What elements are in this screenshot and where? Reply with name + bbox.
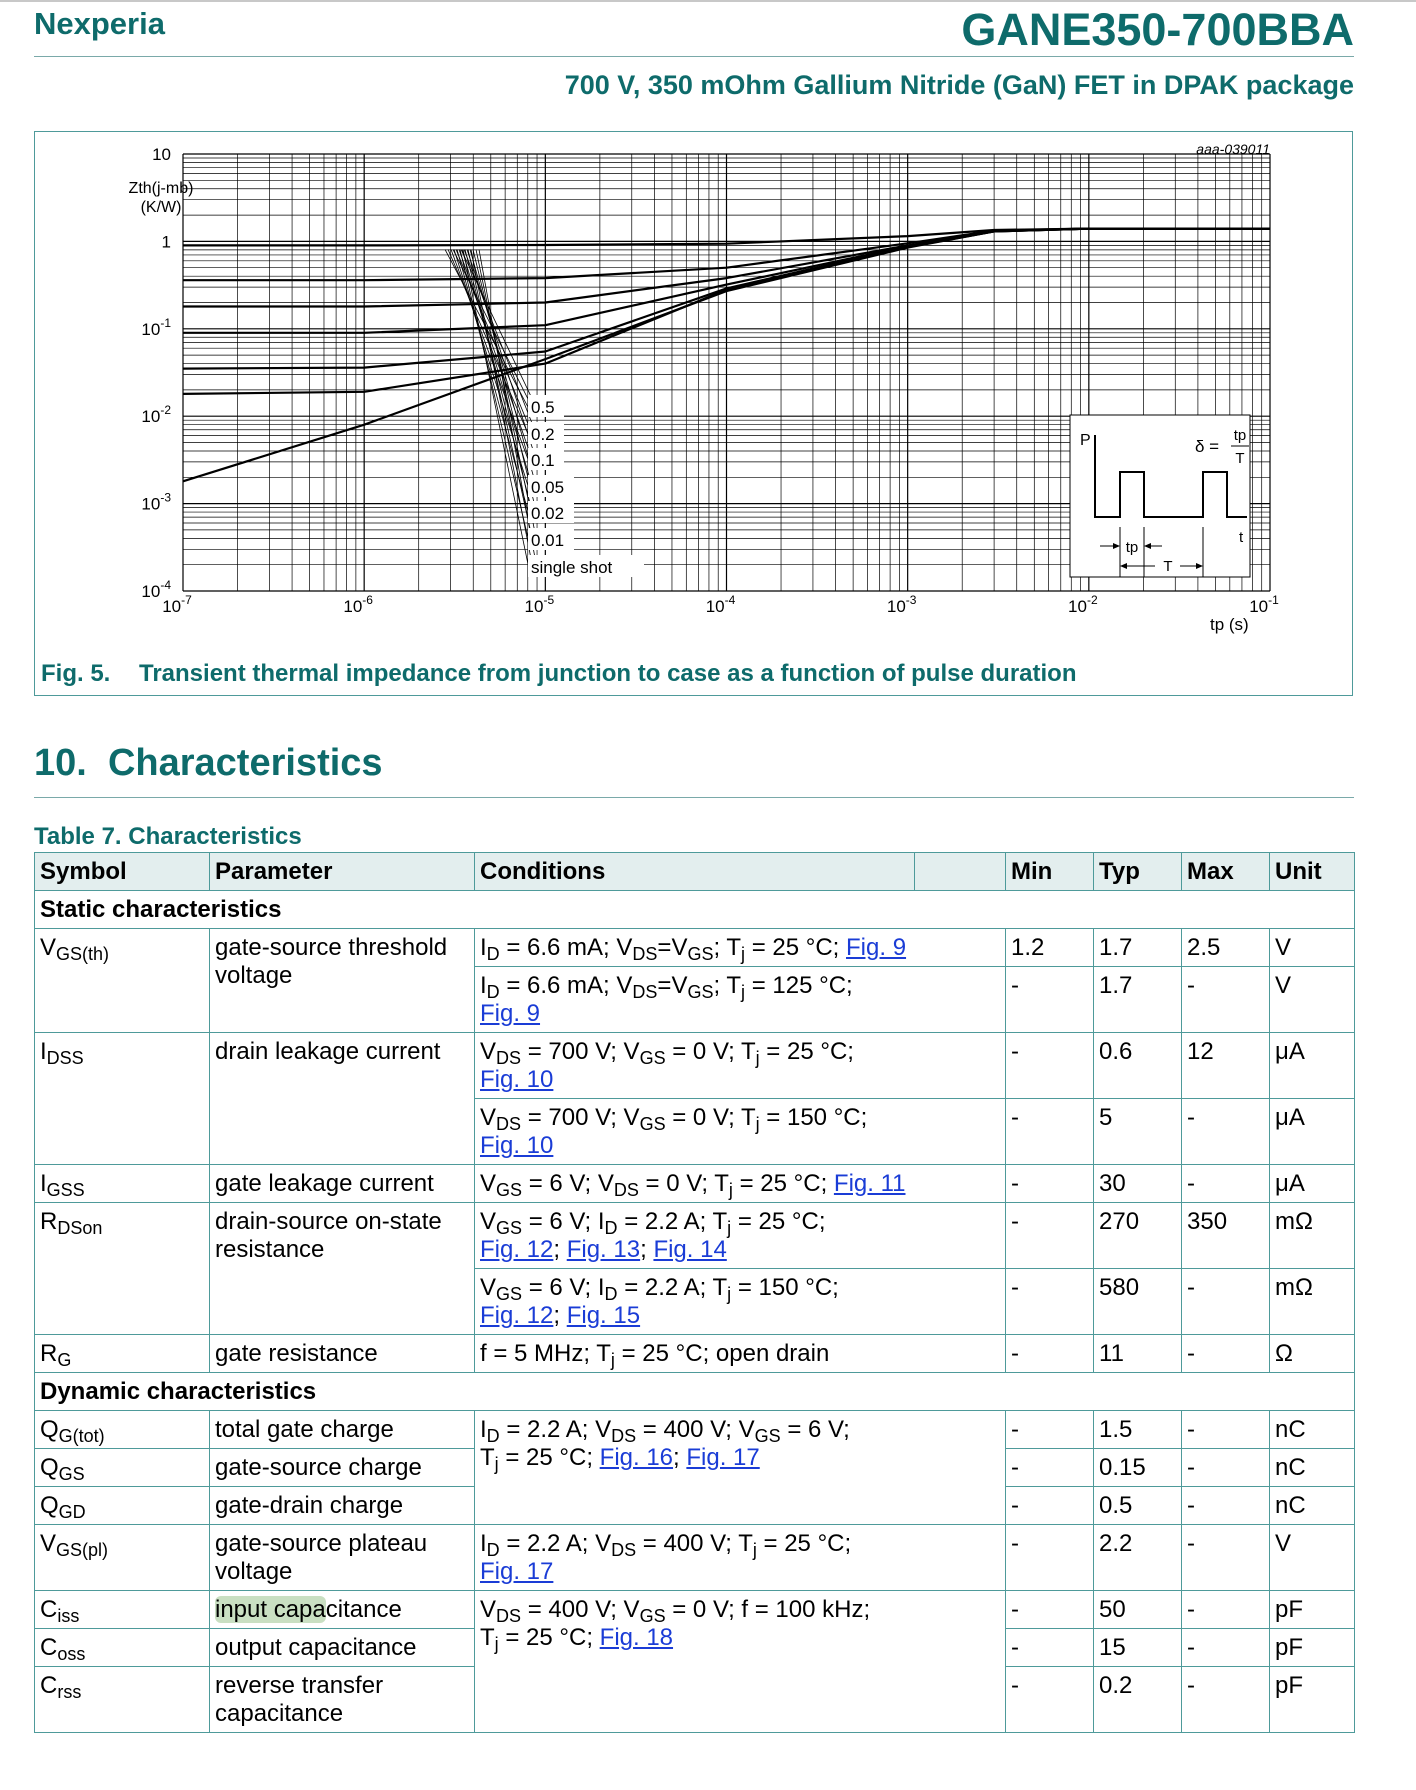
typ-cell: 0.6 (1094, 1033, 1182, 1099)
parameter-cell: gate-drain charge (210, 1487, 475, 1525)
typ-cell: 580 (1094, 1269, 1182, 1335)
table-row (35, 1525, 1355, 1591)
x-tick-label: $10^{-1}$ (1249, 593, 1279, 616)
inset-t-label: t (1239, 529, 1244, 546)
fig-9-link[interactable]: Fig. 9 (480, 1000, 541, 1027)
group-row-dynamic (35, 1373, 1355, 1411)
max-cell: - (1182, 1099, 1270, 1165)
unit-cell: V (1270, 967, 1355, 1033)
min-cell: - (1006, 1165, 1094, 1203)
leader-line (471, 249, 533, 569)
max-cell: 2.5 (1182, 929, 1270, 967)
table-row (35, 1411, 1355, 1449)
conditions-cell: $I_D = 2.2$ A; $V_{DS} = 400$ V; $V_{GS} = 6$ V; $T_j = 25$ °C; Fig. 16; Fig. 17 (475, 1411, 1006, 1525)
table-row (35, 1165, 1355, 1203)
fig-18-link[interactable]: Fig. 18 (599, 1624, 674, 1651)
typ-cell: 1.5 (1094, 1411, 1182, 1449)
symbol-cell: $Q_{G(tot)}$ (35, 1411, 210, 1449)
unit-cell: mΩ (1270, 1203, 1355, 1269)
header-rule (34, 56, 1354, 57)
parameter-cell: total gate charge (210, 1411, 475, 1449)
parameter-cell: gate-source charge (210, 1449, 475, 1487)
fig-16-link[interactable]: Fig. 16 (599, 1444, 674, 1471)
conditions-cell: $I_D = 2.2$ A; $V_{DS} = 400$ V; $T_j = 25$ °C; Fig. 17 (475, 1525, 1006, 1591)
inset-T-dim-label: T (1163, 558, 1173, 575)
y-tick-label: 10 (152, 145, 171, 164)
max-cell: - (1182, 967, 1270, 1033)
header-blank (915, 853, 1006, 891)
symbol-cell: $Q_{GD}$ (35, 1487, 210, 1525)
max-cell: - (1182, 1411, 1270, 1449)
typ-cell: 0.15 (1094, 1449, 1182, 1487)
header-conditions: Conditions (475, 853, 915, 891)
pulse-inset (1070, 415, 1250, 577)
conditions-cell: $I_D = 6.6$ mA; $V_{DS}=V_{GS}$; $T_j = 25$ °C; Fig. 9 (475, 929, 1006, 967)
figure-caption-text: Transient thermal impedance from junction to case as a function of pulse duration (139, 660, 1077, 687)
header-unit: Unit (1270, 853, 1355, 891)
table-row (35, 1203, 1355, 1269)
document-subtitle: 700 V, 350 mOhm Gallium Nitride (GaN) FET in DPAK package (564, 70, 1354, 100)
highlighted-text: input capa (215, 1596, 326, 1623)
unit-cell: μA (1270, 1165, 1355, 1203)
duty-label: 0.01 (531, 531, 565, 550)
leader-line (460, 249, 529, 542)
typ-cell: 1.7 (1094, 929, 1182, 967)
min-cell: - (1006, 1099, 1094, 1165)
inset-T-label: T (1235, 450, 1245, 467)
parameter-cell: gate leakage current (210, 1165, 475, 1203)
min-cell: 1.2 (1006, 929, 1094, 967)
unit-cell: pF (1270, 1591, 1355, 1629)
fig-13-link[interactable]: Fig. 13 (566, 1236, 641, 1263)
conditions-cell: $V_{DS} = 700$ V; $V_{GS} = 0$ V; $T_j = 25$ °C; Fig. 10 (475, 1033, 1006, 1099)
parameter-cell: input capacitance (210, 1591, 475, 1629)
table-header-row (35, 853, 1355, 891)
characteristics-table (34, 852, 1355, 1733)
y-tick-label: $10^{-1}$ (141, 315, 171, 339)
conditions-cell: $V_{GS} = 6$ V; $V_{DS} = 0$ V; $T_j = 25$ °C; Fig. 11 (475, 1165, 1006, 1203)
typ-cell: 50 (1094, 1591, 1182, 1629)
min-cell: - (1006, 1033, 1094, 1099)
header-typ: Typ (1094, 853, 1182, 891)
max-cell: 350 (1182, 1203, 1270, 1269)
typ-cell: 1.7 (1094, 967, 1182, 1033)
group-row-static (35, 891, 1355, 929)
fig-12-link[interactable]: Fig. 12 (480, 1236, 554, 1263)
section-name: Characteristics (107, 742, 383, 784)
figure-number: Fig. 5. (41, 660, 111, 687)
duty-labels (528, 395, 644, 577)
x-tick-label: $10^{-6}$ (343, 593, 373, 616)
conditions-cell: $V_{GS} = 6$ V; $I_D = 2.2$ A; $T_j = 150$ °C; Fig. 12; Fig. 15 (475, 1269, 1006, 1335)
header-min: Min (1006, 853, 1094, 891)
max-cell: - (1182, 1667, 1270, 1733)
min-cell: - (1006, 1629, 1094, 1667)
duty-label: 0.1 (531, 451, 555, 470)
min-cell: - (1006, 1487, 1094, 1525)
max-cell: - (1182, 1335, 1270, 1373)
inset-tp-label: tp (1233, 427, 1247, 444)
symbol-cell: $I_{DSS}$ (35, 1033, 210, 1165)
parameter-cell: output capacitance (210, 1629, 475, 1667)
duty-label: single shot (531, 558, 613, 577)
header-parameter: Parameter (210, 853, 475, 891)
typ-cell: 0.5 (1094, 1487, 1182, 1525)
symbol-cell: $R_{DSon}$ (35, 1203, 210, 1335)
max-cell: - (1182, 1165, 1270, 1203)
conditions-cell: $I_D = 6.6$ mA; $V_{DS}=V_{GS}$; $T_j = 125$ °C; Fig. 9 (475, 967, 1006, 1033)
max-cell: - (1182, 1269, 1270, 1335)
x-tick-label: $10^{-4}$ (705, 593, 736, 616)
x-tick-label: $10^{-2}$ (1068, 593, 1098, 616)
table-row (35, 1591, 1355, 1629)
fig-10-link[interactable]: Fig. 10 (480, 1132, 554, 1159)
min-cell: - (1006, 1449, 1094, 1487)
unit-cell: pF (1270, 1629, 1355, 1667)
header-max: Max (1182, 853, 1270, 891)
fig-9-link[interactable]: Fig. 9 (846, 934, 907, 961)
conditions-cell: $V_{DS} = 400$ V; $V_{GS} = 0$ V; f = 100 kHz; $T_j = 25$ °C; Fig. 18 (475, 1591, 1006, 1733)
header-symbol: Symbol (35, 853, 210, 891)
duty-label: 0.05 (531, 478, 565, 497)
symbol-cell: $R_G$ (35, 1335, 210, 1373)
brand-name: Nexperia (34, 6, 165, 41)
fig-11-link[interactable]: Fig. 11 (833, 1170, 906, 1197)
unit-cell: μA (1270, 1033, 1355, 1099)
part-number: GANE350-700BBA (961, 4, 1354, 55)
unit-cell: nC (1270, 1487, 1355, 1525)
max-cell: - (1182, 1629, 1270, 1667)
y-tick-label: $10^{-4}$ (141, 578, 171, 601)
unit-cell: μA (1270, 1099, 1355, 1165)
unit-cell: nC (1270, 1411, 1355, 1449)
section-title (34, 742, 383, 785)
parameter-cell: reverse transfer capacitance (210, 1667, 475, 1733)
figure-id: aaa-039011 (1196, 141, 1270, 157)
min-cell: - (1006, 1269, 1094, 1335)
inset-tp-dim-label: tp (1125, 539, 1139, 556)
inset-delta-label: δ = (1195, 437, 1220, 456)
conditions-cell: $V_{GS} = 6$ V; $I_D = 2.2$ A; $T_j = 25$ °C; Fig. 12; Fig. 13; Fig. 14 (475, 1203, 1006, 1269)
max-cell: 12 (1182, 1033, 1270, 1099)
symbol-cell: $C_{oss}$ (35, 1629, 210, 1667)
x-tick-label: $10^{-5}$ (524, 593, 555, 616)
figure-box (34, 131, 1353, 696)
min-cell: - (1006, 1411, 1094, 1449)
symbol-cell: $V_{GS(th)}$ (35, 929, 210, 1033)
typ-cell: 5 (1094, 1099, 1182, 1165)
min-cell: - (1006, 1591, 1094, 1629)
y-axis-unit: (K/W) (140, 199, 182, 216)
parameter-cell: gate-source threshold voltage (210, 929, 475, 1033)
min-cell: - (1006, 1667, 1094, 1733)
unit-cell: V (1270, 1525, 1355, 1591)
max-cell: - (1182, 1525, 1270, 1591)
group-static: Static characteristics (35, 891, 1355, 929)
y-axis-label: Zth(j-mb) (128, 180, 194, 197)
fig-17-link[interactable]: Fig. 17 (686, 1444, 760, 1471)
table-row (35, 929, 1355, 967)
max-cell: - (1182, 1591, 1270, 1629)
table-row (35, 1033, 1355, 1099)
group-dynamic: Dynamic characteristics (35, 1373, 1355, 1411)
conditions-cell: f = 5 MHz; $T_j = 25$ °C; open drain (475, 1335, 1006, 1373)
top-border (0, 0, 1416, 2)
duty-label: 0.02 (531, 504, 565, 523)
unit-cell: nC (1270, 1449, 1355, 1487)
typ-cell: 11 (1094, 1335, 1182, 1373)
x-axis-label: tp (s) (1210, 615, 1249, 634)
parameter-cell: gate resistance (210, 1335, 475, 1373)
section-rule (34, 797, 1354, 798)
section-number: 10. (34, 742, 87, 784)
fig-15-link[interactable]: Fig. 15 (566, 1302, 641, 1329)
unit-cell: V (1270, 929, 1355, 967)
typ-cell: 0.2 (1094, 1667, 1182, 1733)
typ-cell: 30 (1094, 1165, 1182, 1203)
table-title: Table 7. Characteristics (34, 823, 302, 850)
min-cell: - (1006, 967, 1094, 1033)
y-tick-label: $10^{-3}$ (141, 490, 171, 514)
duty-label: 0.5 (531, 398, 555, 417)
max-cell: - (1182, 1487, 1270, 1525)
unit-cell: mΩ (1270, 1269, 1355, 1335)
y-tick-label: 1 (161, 232, 171, 252)
leader-line (468, 249, 533, 542)
symbol-cell: $C_{rss}$ (35, 1667, 210, 1733)
typ-cell: 270 (1094, 1203, 1182, 1269)
fig-17-link[interactable]: Fig. 17 (480, 1558, 554, 1585)
inset-p-label: P (1080, 432, 1091, 449)
unit-cell: Ω (1270, 1335, 1355, 1373)
typ-cell: 2.2 (1094, 1525, 1182, 1591)
x-tick-label: $10^{-7}$ (162, 593, 192, 616)
y-tick-label: $10^{-2}$ (141, 403, 171, 427)
fig-10-link[interactable]: Fig. 10 (480, 1066, 554, 1093)
x-tick-label: $10^{-3}$ (886, 593, 917, 616)
symbol-cell: $I_{GSS}$ (35, 1165, 210, 1203)
parameter-cell: drain leakage current (210, 1033, 475, 1165)
thermal-impedance-chart (35, 132, 1351, 652)
duty-label: 0.2 (531, 425, 555, 444)
table-row (35, 1335, 1355, 1373)
symbol-cell: $C_{iss}$ (35, 1591, 210, 1629)
unit-cell: pF (1270, 1667, 1355, 1733)
fig-14-link[interactable]: Fig. 14 (653, 1236, 727, 1263)
fig-12-link[interactable]: Fig. 12 (480, 1302, 554, 1329)
parameter-cell: gate-source plateau voltage (210, 1525, 475, 1591)
min-cell: - (1006, 1335, 1094, 1373)
figure-caption (41, 660, 1077, 688)
symbol-cell: $Q_{GS}$ (35, 1449, 210, 1487)
typ-cell: 15 (1094, 1629, 1182, 1667)
x-axis-ticks (162, 593, 1279, 616)
parameter-cell: drain-source on-state resistance (210, 1203, 475, 1335)
conditions-cell: $V_{DS} = 700$ V; $V_{GS} = 0$ V; $T_j = 150$ °C; Fig. 10 (475, 1099, 1006, 1165)
max-cell: - (1182, 1449, 1270, 1487)
min-cell: - (1006, 1525, 1094, 1591)
min-cell: - (1006, 1203, 1094, 1269)
symbol-cell: $V_{GS(pl)}$ (35, 1525, 210, 1591)
